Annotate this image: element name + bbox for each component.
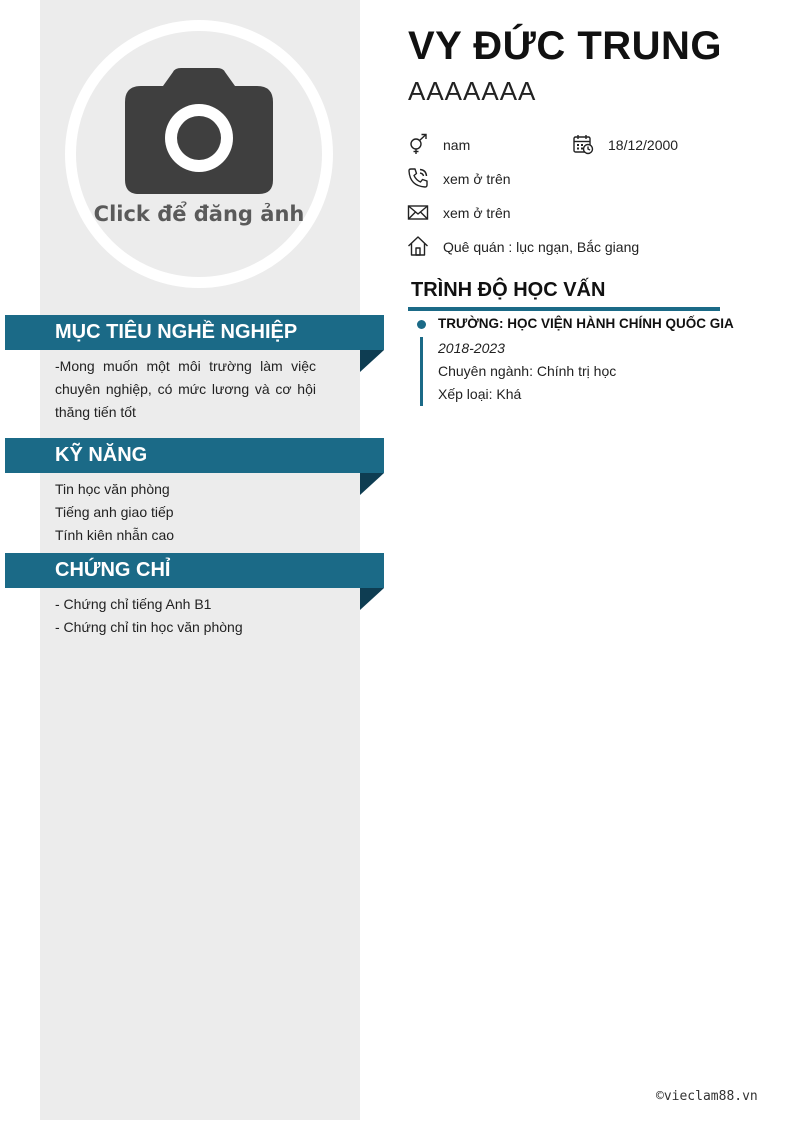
timeline-dot — [417, 320, 426, 329]
hometown-value: Quê quán : lục ngạn, Bắc giang — [443, 239, 640, 255]
phone-value: xem ở trên — [443, 171, 511, 187]
birthdate-value: 18/12/2000 — [608, 137, 679, 153]
education-period: 2018-2023 — [438, 340, 505, 356]
ribbon-fold — [360, 350, 384, 372]
upload-photo-label[interactable]: Click để đăng ảnh — [93, 202, 305, 226]
education-title: TRÌNH ĐỘ HỌC VẤN — [411, 279, 606, 301]
skill-item: Tin học văn phòng — [55, 481, 170, 497]
job-title: AAAAAAA — [408, 76, 537, 106]
skill-item: Tính kiên nhẫn cao — [55, 527, 175, 543]
camera-icon — [125, 66, 273, 196]
ribbon-fold — [360, 588, 384, 610]
gender-value: nam — [443, 137, 471, 153]
email-value: xem ở trên — [443, 205, 511, 221]
ribbon-fold — [360, 473, 384, 495]
skills-title: KỸ NĂNG — [55, 444, 148, 466]
watermark: ©vieclam88.vn — [656, 1089, 758, 1104]
objective-section-header — [5, 315, 384, 350]
certificates-title: CHỨNG CHỈ — [55, 559, 171, 581]
section-divider — [408, 307, 720, 311]
calendar-icon — [572, 133, 594, 155]
timeline-bar — [420, 337, 423, 406]
certificate-item: - Chứng chỉ tiếng Anh B1 — [55, 596, 212, 612]
education-major: Chuyên ngành: Chính trị học — [438, 363, 617, 379]
objective-text: -Mong muốn một môi trường làm việc chuyên nghiệp, có mức lương và cơ hội thăng tiến tốt — [55, 358, 316, 420]
certificates-section-header — [5, 553, 384, 588]
candidate-name: VY ĐỨC TRUNG — [408, 24, 723, 68]
certificate-item: - Chứng chỉ tin học văn phòng — [55, 619, 243, 635]
phone-icon — [407, 167, 429, 189]
skill-item: Tiếng anh giao tiếp — [55, 504, 174, 520]
education-grade: Xếp loại: Khá — [438, 386, 522, 402]
education-school: TRƯỜNG: HỌC VIỆN HÀNH CHÍNH QUỐC GIA — [438, 316, 734, 331]
gender-icon — [407, 133, 429, 155]
home-icon — [407, 235, 429, 257]
skills-section-header — [5, 438, 384, 473]
email-icon — [407, 201, 429, 223]
objective-title: MỤC TIÊU NGHỀ NGHIỆP — [55, 321, 298, 343]
